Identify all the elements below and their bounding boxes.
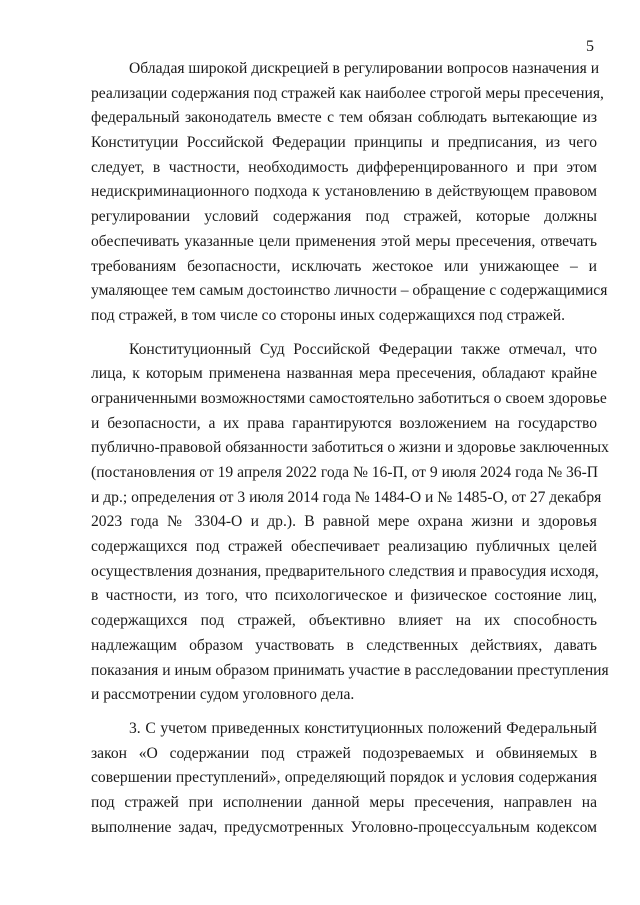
paragraph-line: (постановления от 19 апреля 2022 года № 16-П, от 9 июля 2024 года № 36-П bbox=[91, 464, 599, 481]
paragraph-line: обеспечивать указанные цели применения этой меры пресечения, отвечать bbox=[91, 232, 597, 250]
paragraph-2 bbox=[91, 338, 609, 708]
paragraph-line: недискриминационного подхода к установлению в действующем правовом bbox=[91, 183, 597, 201]
paragraph-line: регулировании условий содержания под стражей, которые должны bbox=[91, 208, 597, 226]
paragraph-line: лица, к которым применена названная мера пресечения, обладают крайне bbox=[91, 365, 597, 383]
paragraph-line: и др.; определения от 3 июля 2014 года № 1484-О и № 1485-О, от 27 декабря bbox=[91, 488, 602, 506]
paragraph-line: ограниченными возможностями самостоятельно заботиться о своем здоровье bbox=[91, 389, 607, 407]
paragraph-line: реализации содержания под стражей как наиболее строгой меры пресечения, bbox=[91, 84, 604, 102]
paragraph-3 bbox=[91, 717, 597, 840]
paragraph-line: под стражей, в том числе со стороны иных содержащихся под стражей. bbox=[91, 306, 565, 324]
paragraph-line: содержащихся под стражей обеспечивает реализацию публичных целей bbox=[91, 538, 597, 556]
paragraph-line: 3. С учетом приведенных конституционных положений Федеральный bbox=[129, 719, 597, 737]
paragraph-line: надлежащим образом участвовать в следственных действиях, давать bbox=[91, 636, 597, 654]
paragraph-line: закон «О содержании под стражей подозреваемых и обвиняемых в bbox=[91, 744, 597, 762]
paragraph-line: Обладая широкой дискрецией в регулировании вопросов назначения и bbox=[129, 60, 600, 77]
paragraph-line: в частности, из того, что психологическое и физическое состояние лиц, bbox=[91, 587, 597, 605]
paragraph-line: Конституции Российской Федерации принципы и предписания, из чего bbox=[91, 134, 597, 152]
paragraph-gap bbox=[91, 329, 597, 338]
paragraph-line: федеральный законодатель вместе с тем обязан соблюдать вытекающие из bbox=[91, 109, 597, 127]
paragraph-line: требованиям безопасности, исключать жестокое или унижающее – и bbox=[91, 257, 597, 275]
paragraph-gap bbox=[91, 708, 597, 717]
paragraph-line: Конституционный Суд Российской Федерации также отмечал, что bbox=[129, 340, 597, 358]
paragraph-line: под стражей при исполнении данной меры пресечения, направлен на bbox=[91, 793, 597, 811]
paragraph-line: содержащихся под стражей, объективно влияет на их способность bbox=[91, 612, 597, 630]
paragraph-line: показания и иным образом принимать участие в расследовании преступления bbox=[91, 661, 609, 679]
page-number: 5 bbox=[586, 38, 594, 55]
paragraph-line: и рассмотрении судом уголовного дела. bbox=[91, 686, 355, 704]
paragraph-line: умаляющее тем самым достоинство личности – обращение с содержащимися bbox=[91, 282, 608, 300]
paragraph-line: следует, в частности, необходимость дифференцированного и при этом bbox=[91, 158, 597, 176]
paragraph-1 bbox=[91, 57, 608, 329]
paragraph-line: выполнение задач, предусмотренных Уголовно-процессуальным кодексом bbox=[91, 818, 597, 836]
document-body bbox=[91, 57, 609, 840]
paragraph-line: и безопасности, а их права гарантируются возложением на государство bbox=[91, 414, 597, 432]
paragraph-line: 2023 года № 3304-О и др.). В равной мере охрана жизни и здоровья bbox=[91, 513, 597, 531]
paragraph-line: публично-правовой обязанности заботиться о жизни и здоровье заключенных bbox=[91, 439, 609, 457]
paragraph-line: осуществления дознания, предварительного следствия и правосудия исходя, bbox=[91, 562, 599, 580]
paragraph-line: совершении преступлений», определяющий порядок и условия содержания bbox=[91, 769, 597, 787]
